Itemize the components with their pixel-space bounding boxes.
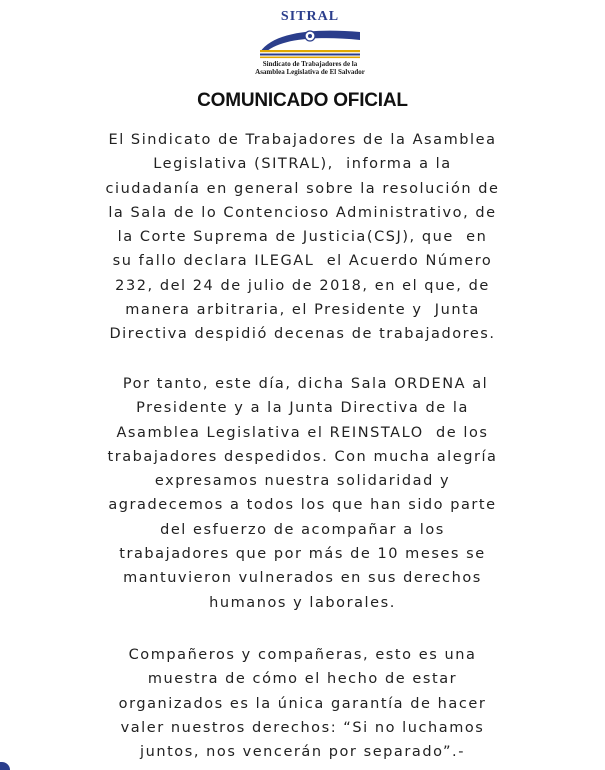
text-line: Por tanto, este día, dicha Sala ORDENA al	[116, 376, 489, 392]
text-line: mantuvieron vulnerados en sus derechos	[123, 570, 482, 587]
text-line: ciudadanía en general sobre la resolución de	[105, 180, 500, 197]
text-line: agradecemos a todos los que han sido parte	[108, 497, 497, 514]
text-line: Presidente y a la Junta Directiva de la	[136, 400, 469, 417]
text-line: su fallo declara ILEGAL el Acuerdo Número	[112, 253, 493, 270]
logo-emblem-icon	[254, 26, 366, 60]
text-line: Directiva despidió decenas de trabajadores.	[109, 326, 496, 343]
text-line: 232, del 24 de julio de 2018, en el que, de	[115, 277, 490, 294]
page-title: COMUNICADO OFICIAL	[197, 90, 408, 111]
paragraph-reinstatement	[20, 372, 585, 615]
text-line: humanos y laborales.	[209, 594, 396, 611]
corner-decoration	[0, 762, 10, 770]
text-line: trabajadores despedidos. Con mucha alegría	[107, 448, 498, 465]
text-line: expresamos nuestra solidaridad y	[154, 473, 451, 490]
text-line: muestra de cómo el hecho de estar	[147, 671, 458, 688]
text-line: Compañeros y compañeras, esto es una	[128, 647, 477, 663]
text-line: manera arbitraria, el Presidente y Junta	[125, 302, 480, 319]
text-line: juntos, nos vencerán por separado”.-	[140, 744, 465, 761]
text-line: El Sindicato de Trabajadores de la Asamblea	[108, 132, 497, 148]
text-line: del esfuerzo de acompañar a los	[160, 521, 445, 538]
text-line: trabajadores que por más de 10 meses se	[119, 546, 486, 563]
text-line: Legislativa (SITRAL), informa a la	[153, 156, 452, 173]
text-line: valer nuestros derechos: “Si no luchamos	[120, 719, 485, 736]
logo-subtitle-line: Sindicato de Trabajadores de la	[262, 60, 358, 68]
logo-subtitle-line: Asamblea Legislativa de El Salvador	[255, 68, 365, 76]
text-line: la Sala de lo Contencioso Administrativo, de	[108, 204, 497, 221]
sitral-logo	[248, 8, 372, 78]
text-line: Asamblea Legislativa el REINSTALO de los	[116, 424, 489, 441]
text-line: la Corte Suprema de Justicia(CSJ), que en	[117, 229, 488, 246]
logo-name: SITRAL	[280, 9, 340, 24]
paragraph-closing	[20, 643, 585, 764]
paragraph-announcement	[20, 128, 585, 347]
text-line: organizados es la única garantía de hacer	[118, 695, 487, 712]
